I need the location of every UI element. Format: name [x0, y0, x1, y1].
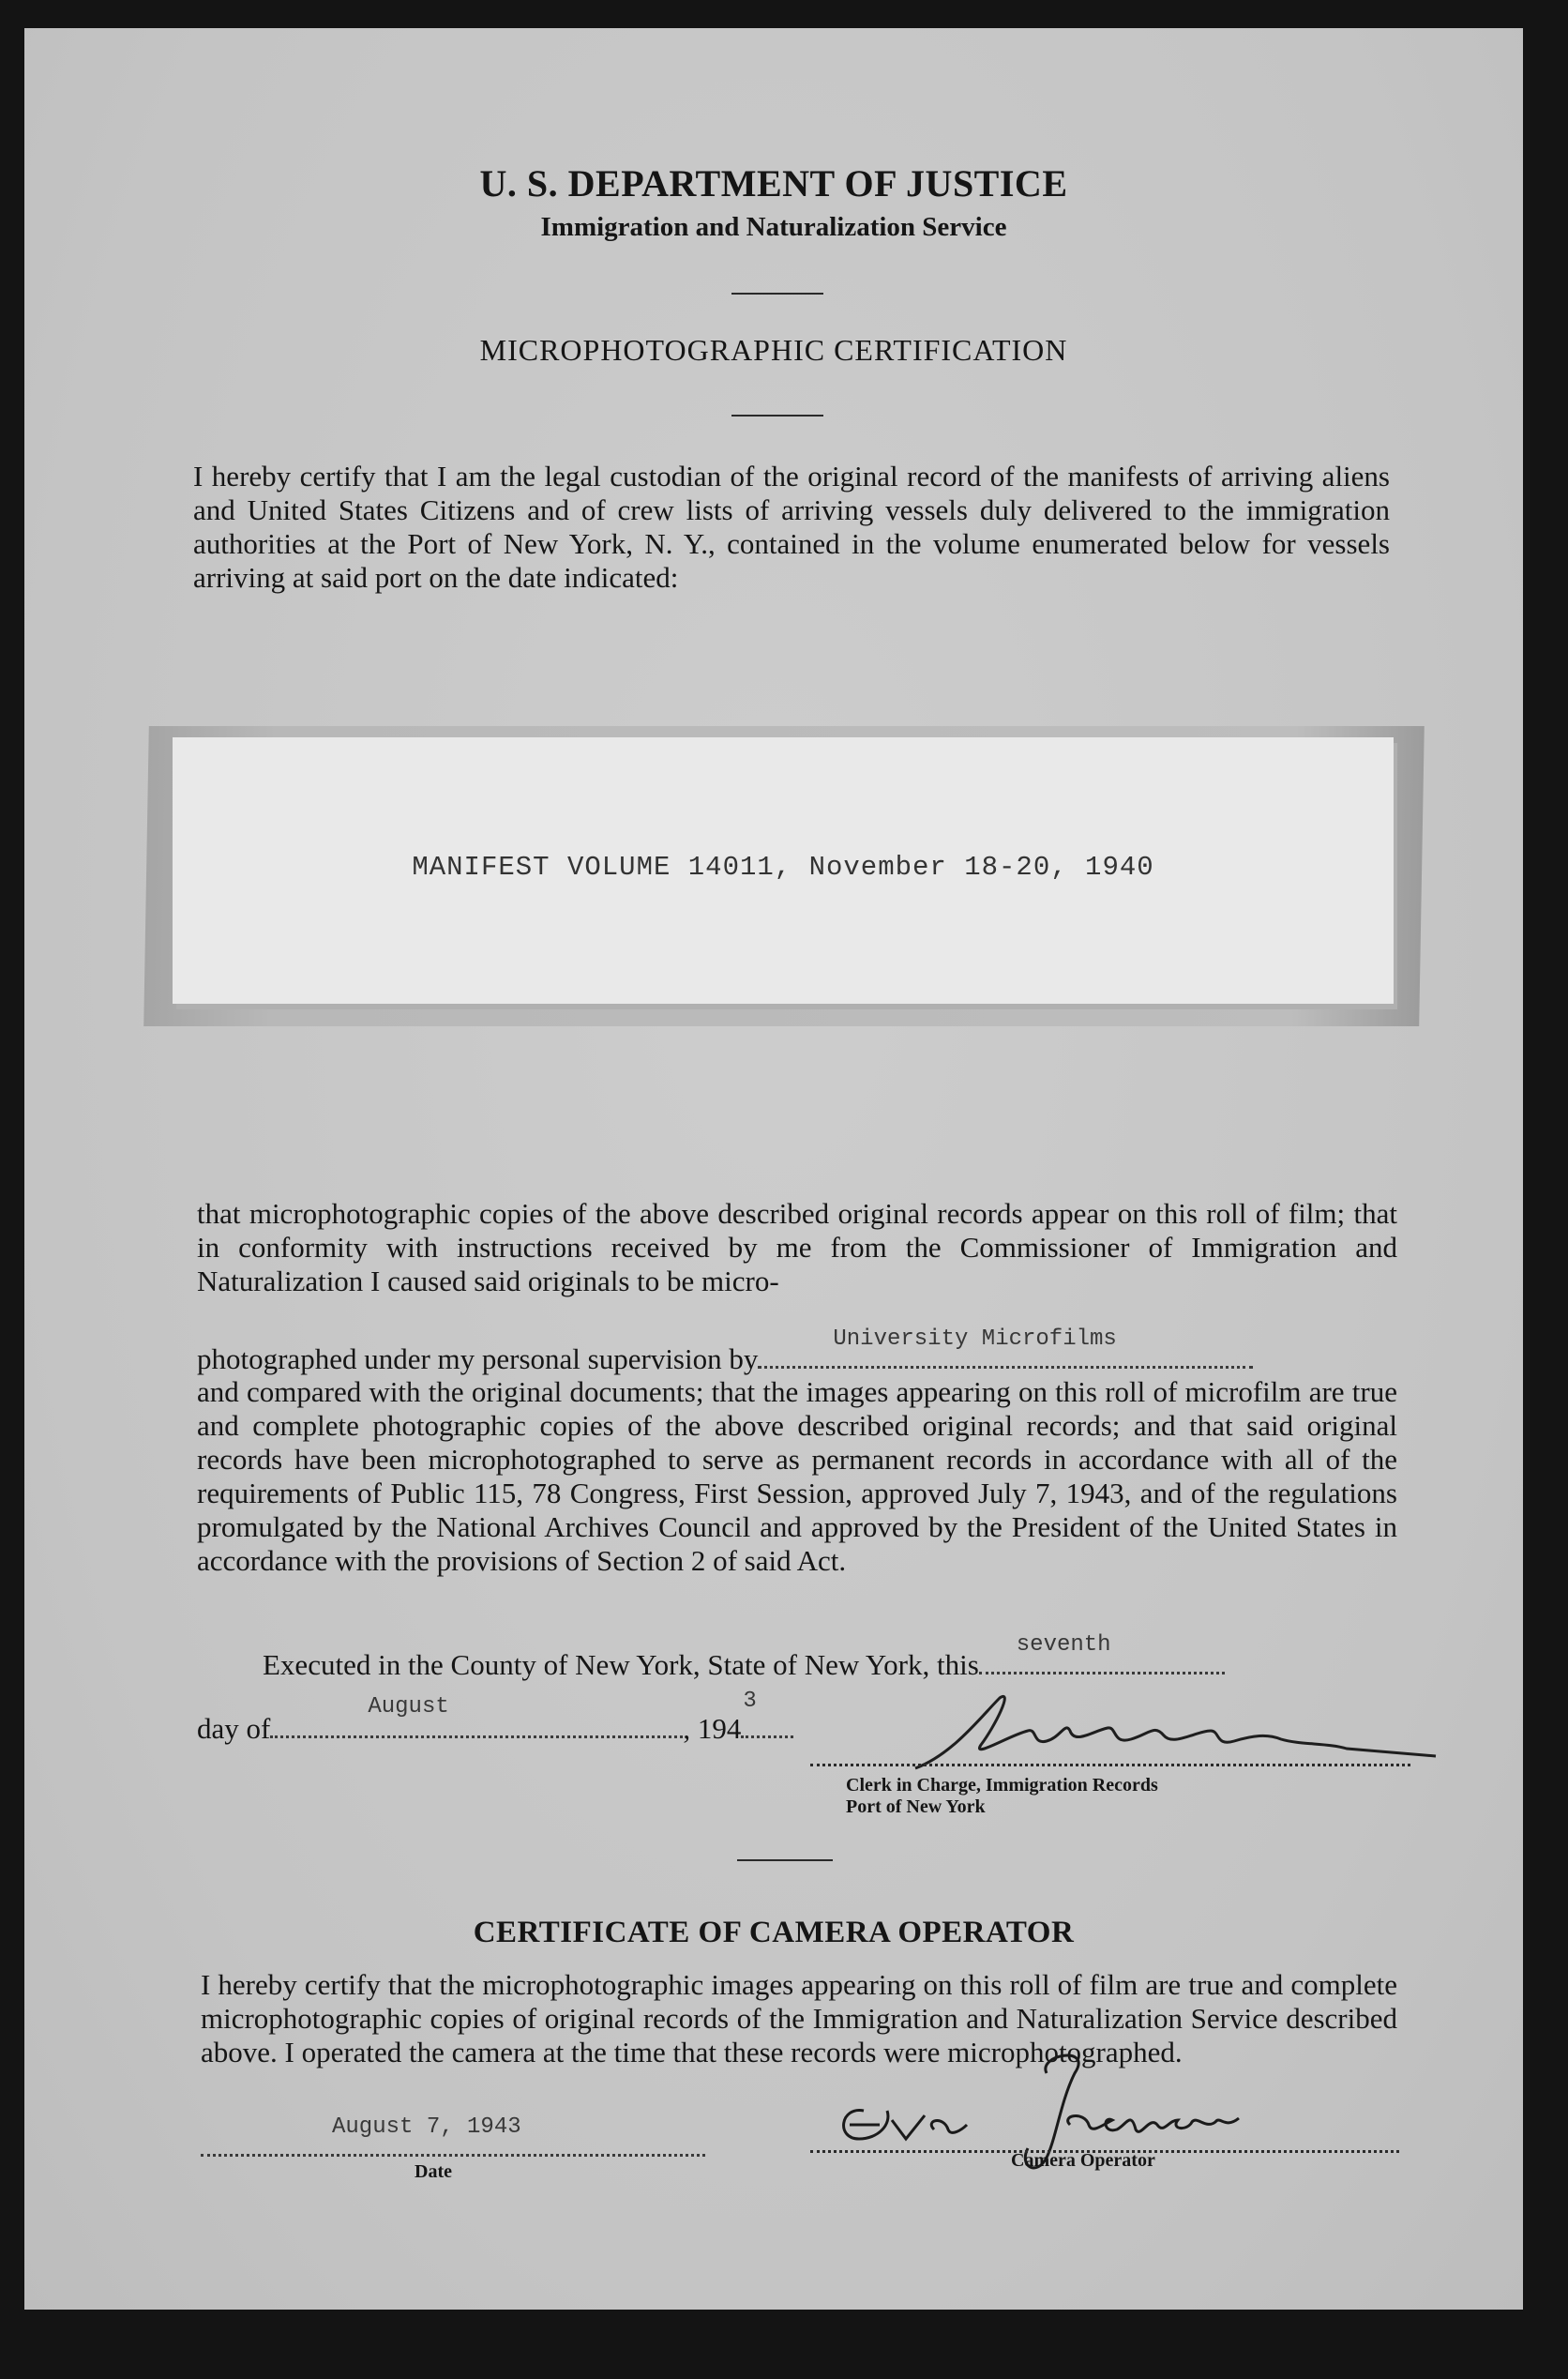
body-paragraph-1	[197, 1197, 1397, 1298]
month-value: August	[368, 1694, 449, 1720]
body-text-3: and compared with the original documents; that the images appearing on this roll of microfilm are true and complete photographic copies of the above described original records; and that said original records have been microphotographed to serve as permanent records in accordance with all of the requirements of Public 115, 78 Congress, First Session, approved July 7, 1943, and of the regulations promulgated by the National Archives Council and approved by the President of the United States in accordance with the provisions of Section 2 of said Act.	[197, 1375, 1397, 1577]
day-field	[979, 1632, 1225, 1674]
executed-text: Executed in the County of New York, State of New York, this	[263, 1648, 979, 1681]
supervision-line	[197, 1326, 1253, 1376]
camera-text: I hereby certify that the microphotographic images appearing on this roll of film are true and complete microphotographic copies of original records of the Immigration and Naturalization Service described above. I operated the camera at the time that these records were microphotographed.	[201, 1968, 1397, 2068]
month-field	[270, 1694, 683, 1738]
service-subheading: Immigration and Naturalization Service	[540, 212, 1007, 242]
certification-title: MICROPHOTOGRAPHIC CERTIFICATION	[479, 333, 1068, 367]
camera-certificate-title: CERTIFICATE OF CAMERA OPERATOR	[473, 1916, 1075, 1949]
supervision-field	[758, 1326, 1253, 1369]
supervision-prefix: photographed under my personal supervision by	[197, 1342, 759, 1375]
executed-line	[263, 1632, 1225, 1682]
divider-title	[731, 415, 823, 417]
clerk-signature-line	[810, 1764, 1410, 1766]
divider-camera	[737, 1859, 833, 1861]
date-field	[201, 2114, 705, 2157]
date-label: Date	[415, 2161, 452, 2182]
volume-label-card	[173, 737, 1394, 1004]
day-value: seventh	[1016, 1632, 1111, 1658]
clerk-title-line2: Port of New York	[846, 1796, 986, 1817]
month-line	[197, 1689, 793, 1746]
certificate-page	[24, 28, 1523, 2310]
clerk-signature	[897, 1679, 1440, 1782]
supervision-value: University Microfilms	[833, 1326, 1117, 1352]
department-heading: U. S. DEPARTMENT OF JUSTICE	[479, 162, 1068, 205]
year-field	[741, 1689, 793, 1738]
clerk-title-line1: Clerk in Charge, Immigration Records	[846, 1775, 1158, 1796]
day-of-label: day of	[197, 1712, 271, 1745]
year-value: 3	[743, 1689, 757, 1714]
body-text-1: that microphotographic copies of the above described original records appear on this roll of film; that in conformity with instructions received by me from the Commissioner of Immigration and Naturalization I caused said originals to be micro-	[197, 1197, 1397, 1297]
intro-paragraph	[193, 460, 1390, 595]
volume-label: MANIFEST VOLUME 14011, November 18-20, 1940	[412, 852, 1154, 883]
divider-top	[731, 293, 823, 295]
clerk-title	[846, 1775, 1158, 1818]
year-prefix: , 194	[683, 1712, 742, 1745]
body-paragraph-3	[197, 1375, 1397, 1578]
date-value: August 7, 1943	[332, 2114, 521, 2140]
camera-operator-label: Camera Operator	[1011, 2150, 1155, 2171]
intro-text: I hereby certify that I am the legal custodian of the original record of the manifests of arriving aliens and United States Citizens and of crew lists of arriving vessels duly delivered to the immigration authorities at the Port of New York, N. Y., contained in the volume enumerated below for vessels arriving at said port on the date indicated:	[193, 460, 1390, 594]
